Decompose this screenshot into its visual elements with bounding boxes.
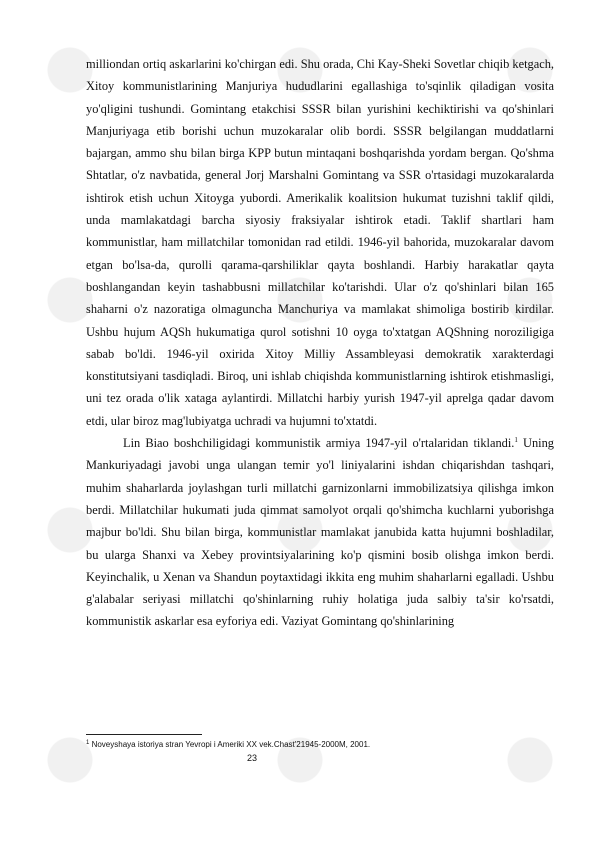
body-text: [86, 53, 554, 633]
page-number: 23: [246, 753, 257, 763]
paragraph-2-rest: Uning Mankuriyadagi javobi unga ulangan temir yo'l liniyalarini ishdan chiqarishdan tashqari, muhim shaharlarda joylashgan turli millatchi garnizonlarni immobilizatsiya qilishga imkon berdi. Millatchilar hukumati juda qimmat samolyot orqali qo'shimcha kuchlarni yuborishga majbur bo'ldi. Shu bilan birga, kommunistlar mamlakat janubida katta hujumni boshladilar, bu ularga Shanxi va Xebey provintsiyalarining ko'p qismini bosib olishga imkon berdi. Keyinchalik, u Xenan va Shandun poytaxtidagi ikkita eng muhim shaharlarni egalladi. Ushbu g'alabalar seriyasi millatchi qo'shinlarning ruhiy holatiga juda salbiy ta'sir ko'rsatdi, kommunistik askarlar esa eyforiya edi. Vaziyat Gomintang qo'shinlarining: [86, 436, 554, 629]
footnote: [86, 740, 556, 750]
footnote-mark: 1: [86, 740, 90, 746]
paragraph-2-text: Lin Biao boshchiligidagi kommunistik armiya 1947-yil o'rtalaridan tiklandi.: [123, 436, 515, 451]
paragraph-1: milliondan ortiq askarlarini ko'chirgan edi. Shu orada, Chi Kay-Sheki Sovetlar chiqib ketgach, Xitoy kommunistlarining Manjuriya hududlarini egallashiga to'sqinlik qiladigan vosita yo'qligini tushundi. Gomintang etakchisi SSSR bilan yurishini kechiktirishi va qo'shinlari Manjuriyaga etib borishi uchun muzokaralar olib bordi. SSSR belgilangan muddatlarni bajargan, ammo shu bilan birga KPP butun mintaqani boshqarishda yordam bergan. Qo'shma Shtatlar, o'z navbatida, general Jorj Marshalni Gomintang va SSR o'rtasidagi muzokaralarda ishtirok etish uchun Xitoyga yubordi. Amerikalik koalitsion hukumat tuzishni taklif qildi, unda mamlakatdagi barcha siyosiy fraksiyalar ishtirok etadi. Taklif shartlari ham kommunistlar, ham millatchilar tomonidan rad etildi. 1946-yil bahorida, muzokaralar davom etgan bo'lsa-da, qurolli qarama-qarshiliklar qayta boshlandi. Harbiy harakatlar qayta boshlangandan keyin tashabbusni millatchilar ko'tarishdi. Ular o'z qo'shinlari bilan 165 shaharni o'z nazoratiga olmaguncha Manchuriya va mamlakat shimoliga bostirib kirdilar. Ushbu hujum AQSh hukumatiga qurol sotishni 10 oyga to'xtatgan AQShning noroziligiga sabab bo'ldi. 1946-yil oxirida Xitoy Milliy Assambleyasi demokratik xarakterdagi konstitutsiyani tasdiqladi. Biroq, uni ishlab chiqishda kommunistlarning ishtirok etishmasligi, uni tez orada o'lik xataga aylantirdi. Millatchi harbiy yurish 1947-yil aprelga qadar davom etdi, ular biroz mag'lubiyatga uchradi va hujumni to'xtatdi.: [86, 57, 554, 428]
paragraph-2: [86, 432, 554, 633]
footnote-text: Noveyshaya istoriya stran Yevropi i Ameriki XX vek.Chast'21945-2000M, 2001.: [89, 740, 371, 749]
footnote-reference[interactable]: 1: [514, 436, 518, 445]
footnote-divider: [86, 734, 202, 735]
